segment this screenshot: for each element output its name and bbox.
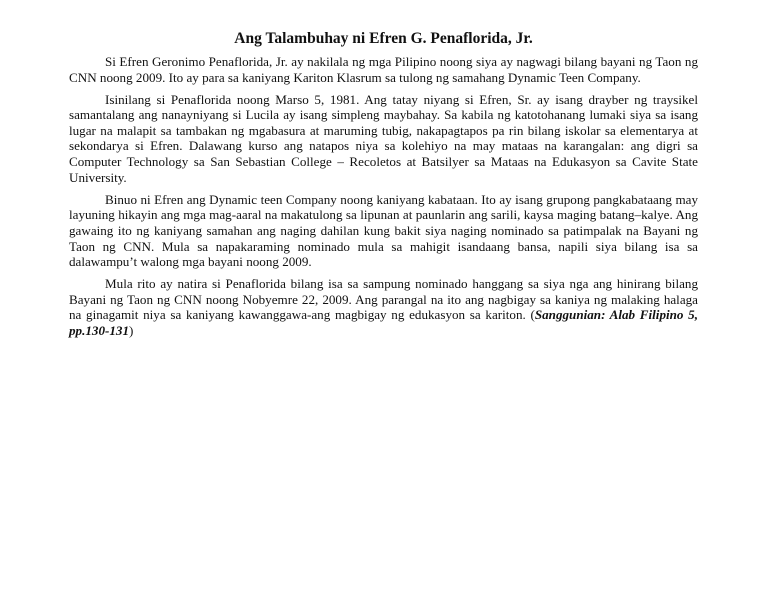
paragraph-1: Si Efren Geronimo Penaflorida, Jr. ay nakilala ng mga Pilipino noong siya ay nagwagi bilang bayani ng Taon ng CNN noong 2009. Ito ay para sa kaniyang Kariton Klasrum sa tulong ng samahang Dynamic Teen Company. — [69, 54, 698, 85]
paragraph-2: Isinilang si Penaflorida noong Marso 5, 1981. Ang tatay niyang si Efren, Sr. ay isang drayber ng traysikel samantalang ang nanayniyang si Lucila ay isang simpleng maybahay. Sa kabila ng katotohanang lumaki siya sa isang lugar na malapit sa tambakan ng mgabasura at maruming tubig, nakapagtapos pa rin bilang iskolar sa elementarya at sekondarya si Efren. Dalawang kurso ang natapos niya sa kolehiyo na may mataas na karangalan: ang digri sa Computer Technology sa San Sebastian College – Recoletos at Batsilyer sa Mataas na Edukasyon sa Cavite State University. — [69, 91, 698, 185]
document-page — [69, 28, 698, 345]
source-citation: Sanggunian: Alab Filipino 5, pp.130-131 — [69, 307, 698, 338]
paragraph-3: Binuo ni Efren ang Dynamic teen Company noong kaniyang kabataan. Ito ay isang grupong pangkabataang may layuning hikayin ang mga mag-aaral na makatulong sa lipunan at paunlarin ang sarili, kaysa maging batang–kalye. Ang gawaing ito ng kaniyang samahan ang naging dahilan kung bakit siya naging nominado sa patimpalak na Bayani ng Taon ng CNN. Mula sa napakaraming nominado mula sa mahigit isandaang bansa, napili siya bilang isa sa dalawampu’t walong mga bayani noong 2009. — [69, 191, 698, 270]
paragraph-4 — [69, 276, 698, 338]
paragraph-4-text: Mula rito ay natira si Penaflorida bilang isa sa sampung nominado hanggang sa siya nga ang hinirang bilang Bayani ng Taon ng CNN noong Nobyemre 22, 2009. Ang parangal na ito ang nagbigay sa kaniya ng malaking halaga na ginagamit niya sa kaniyang kawanggawa-ang magbigay ng edukasyon sa kariton. ( — [69, 276, 698, 323]
source-close-paren: ) — [129, 323, 134, 338]
document-title: Ang Talambuhay ni Efren G. Penaflorida, Jr. — [234, 30, 533, 47]
